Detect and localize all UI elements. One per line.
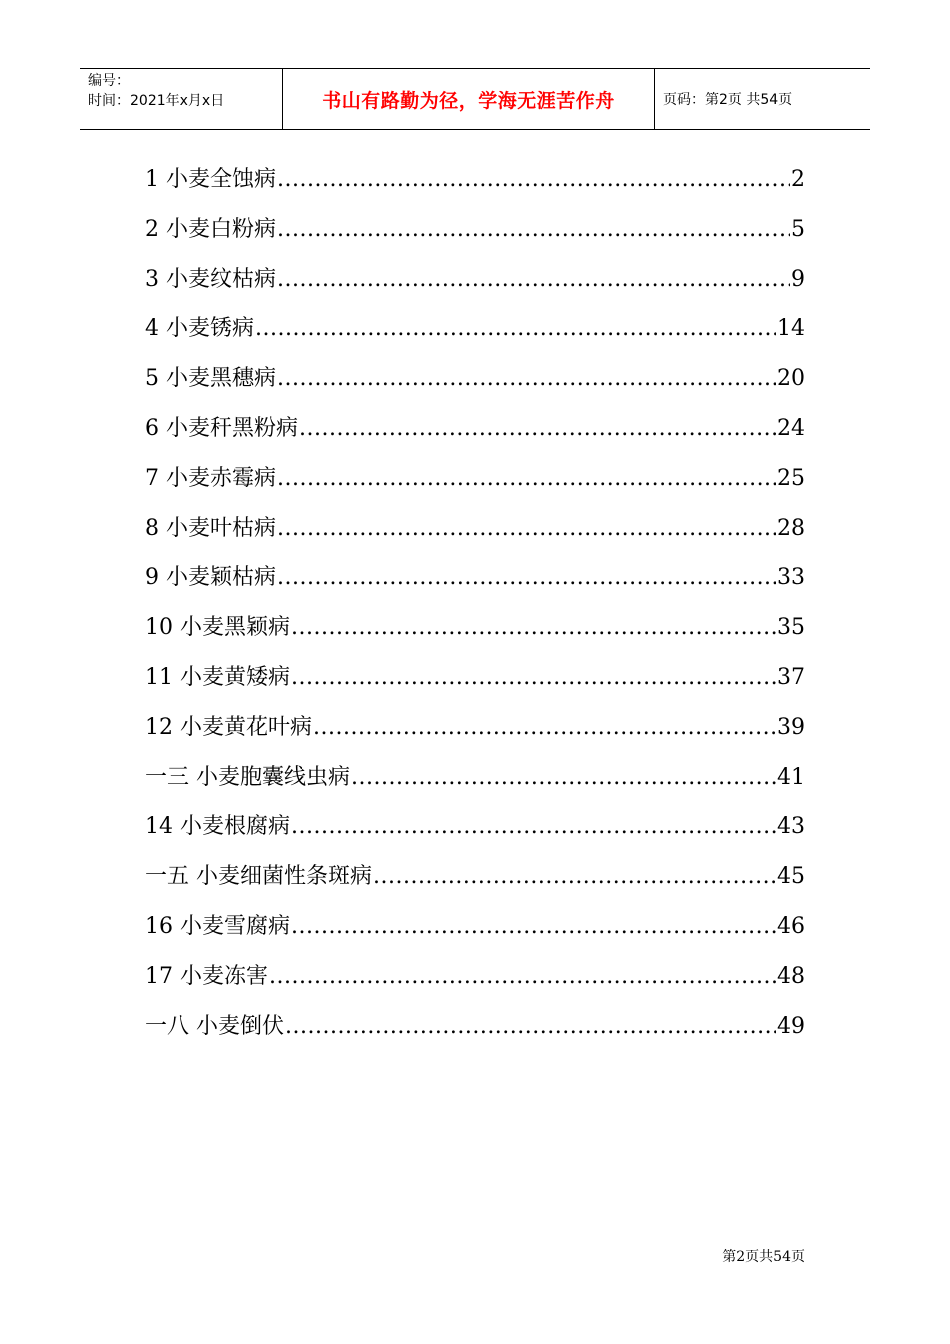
toc-entry-title: 11 小麦黄矮病 (145, 664, 290, 690)
toc-dot-leader (351, 760, 776, 796)
toc-entry[interactable] (145, 660, 805, 710)
toc-entry-page: 5 (791, 216, 805, 242)
toc-entry[interactable] (145, 760, 805, 810)
header-motto: 书山有路勤为径，学海无涯苦作舟 (282, 69, 655, 129)
toc-entry-page: 2 (791, 167, 805, 192)
toc-entry-page: 9 (791, 266, 805, 292)
toc-dot-leader (285, 1009, 776, 1045)
toc-entry[interactable] (145, 959, 805, 1009)
toc-dot-leader (277, 212, 790, 248)
toc-entry[interactable] (145, 461, 805, 511)
toc-entry[interactable] (145, 212, 805, 262)
toc-entry-title: 8 小麦叶枯病 (145, 515, 276, 541)
toc-entry-page: 14 (777, 316, 805, 342)
header-meta (80, 69, 282, 129)
toc-entry-page: 45 (777, 864, 805, 890)
toc-entry-page: 33 (777, 565, 805, 591)
toc-entry[interactable] (145, 162, 805, 212)
toc-dot-leader (299, 411, 776, 447)
toc-entry[interactable] (145, 560, 805, 610)
toc-entry-title: 9 小麦颖枯病 (145, 565, 276, 591)
toc-entry[interactable] (145, 610, 805, 660)
toc-entry-title: 5 小麦黑穗病 (145, 366, 276, 392)
toc-entry[interactable] (145, 311, 805, 361)
toc-entry-title: 7 小麦赤霉病 (145, 465, 276, 491)
table-of-contents (145, 162, 805, 1058)
toc-entry-title: 一三 小麦胞囊线虫病 (145, 764, 350, 790)
toc-dot-leader (291, 660, 776, 696)
toc-entry-title: 一八 小麦倒伏 (145, 1013, 284, 1039)
toc-entry-page: 35 (777, 615, 805, 641)
toc-dot-leader (313, 710, 776, 746)
toc-entry-title: 16 小麦雪腐病 (145, 913, 290, 939)
toc-entry[interactable] (145, 411, 805, 461)
toc-entry-title: 4 小麦锈病 (145, 316, 254, 342)
toc-entry-title: 1 小麦全蚀病 (145, 167, 276, 192)
number-label: 编号： (88, 73, 130, 89)
page-header (80, 68, 870, 130)
toc-entry-page: 49 (777, 1013, 805, 1039)
toc-entry-title: 17 小麦冻害 (145, 963, 268, 989)
toc-entry-page: 25 (777, 465, 805, 491)
toc-dot-leader (291, 610, 776, 646)
toc-entry[interactable] (145, 361, 805, 411)
toc-entry[interactable] (145, 262, 805, 312)
toc-entry[interactable] (145, 859, 805, 909)
toc-dot-leader (269, 959, 776, 995)
toc-dot-leader (277, 162, 790, 198)
toc-entry-title: 6 小麦秆黑粉病 (145, 415, 298, 441)
toc-entry[interactable] (145, 809, 805, 859)
header-page-label: 页码：第2页 共54页 (663, 92, 793, 108)
toc-entry-page: 39 (777, 714, 805, 740)
toc-entry-page: 46 (777, 913, 805, 939)
toc-entry-title: 2 小麦白粉病 (145, 216, 276, 242)
toc-dot-leader (277, 560, 776, 596)
toc-entry-page: 24 (777, 415, 805, 441)
toc-dot-leader (277, 262, 790, 298)
toc-dot-leader (255, 311, 776, 347)
toc-entry-page: 41 (777, 764, 805, 790)
toc-dot-leader (277, 361, 776, 397)
toc-entry[interactable] (145, 511, 805, 561)
time-label: 时间：2021年x月x日 (88, 93, 225, 109)
toc-entry-title: 14 小麦根腐病 (145, 814, 290, 840)
toc-entry[interactable] (145, 1009, 805, 1059)
toc-entry-page: 28 (777, 515, 805, 541)
toc-dot-leader (291, 809, 776, 845)
toc-dot-leader (291, 909, 776, 945)
toc-entry-page: 37 (777, 664, 805, 690)
toc-entry-title: 一五 小麦细菌性条斑病 (145, 864, 372, 890)
toc-entry-page: 20 (777, 366, 805, 392)
toc-entry-title: 12 小麦黄花叶病 (145, 714, 312, 740)
toc-dot-leader (373, 859, 776, 895)
toc-dot-leader (277, 461, 776, 497)
toc-entry-page: 43 (777, 814, 805, 840)
toc-dot-leader (277, 511, 776, 547)
toc-entry-title: 3 小麦纹枯病 (145, 266, 276, 292)
toc-entry[interactable] (145, 710, 805, 760)
toc-entry-title: 10 小麦黑颖病 (145, 615, 290, 641)
toc-entry[interactable] (145, 909, 805, 959)
toc-entry-page: 48 (777, 963, 805, 989)
page-footer: 第2页共54页 (722, 1249, 805, 1265)
